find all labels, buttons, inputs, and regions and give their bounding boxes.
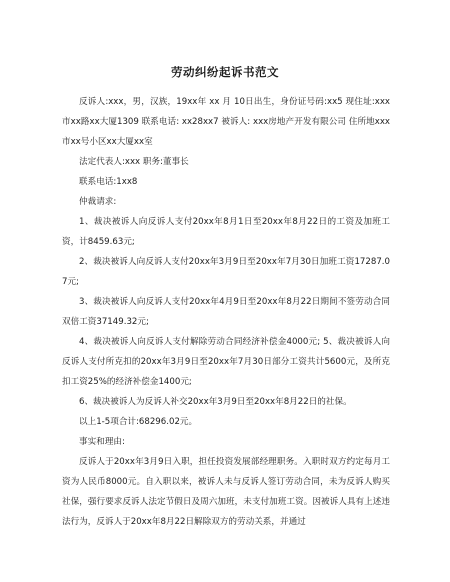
paragraph-claims-total: 以上1-5项合计:68296.02元。	[79, 417, 198, 427]
paragraph-facts-heading: 事实和理由:	[79, 437, 125, 447]
paragraph-claims-heading: 仲裁请求:	[79, 197, 117, 207]
document-body	[62, 92, 390, 532]
paragraph-contact-phone: 联系电话:1xx8	[79, 177, 138, 187]
paragraph-claim-3: 3、裁决被诉人向反诉人支付20xx年4月9日至20xx年8月22日期间不签劳动合同双倍工资37149.32元;	[62, 297, 390, 327]
paragraph-claim-1: 1、裁决被诉人向反诉人支付20xx年8月1日至20xx年8月22日的工资及加班工资，计8459.63元;	[62, 217, 390, 247]
paragraph-legal-representative: 法定代表人:xxx 职务:董事长	[79, 157, 189, 167]
paragraph-claim-4-5: 4、裁决被诉人向反诉人支付解除劳动合同经济补偿金4000元; 5、裁决被诉人向反诉人支付所克扣的20xx年3月9日至20xx年7月30日部分工资共计5600元，及所克扣工资25%的经济补偿金1400元;	[62, 337, 390, 387]
document-title: 劳动纠纷起诉书范文	[171, 65, 279, 79]
paragraph-claim-6: 6、裁决被诉人为反诉人补交20xx年3月9日至20xx年8月22日的社保。	[79, 397, 352, 407]
paragraph-claim-2: 2、裁决被诉人向反诉人支付20xx年3月9日至20xx年7月30日加班工资17287.07元;	[62, 257, 390, 287]
paragraph-plaintiff-info: 反诉人:xxx，男，汉族，19xx年 xx 月 10日出生，身份证号码:xx5 现住址:xxx市xx路xx大厦1309 联系电话: xx28xx7 被诉人: xxx房地产开发有限公司 住所地xxx市xx号小区xx大厦xx室	[62, 97, 390, 147]
paragraph-facts-body: 反诉人于20xx年3月9日入职，担任投资发展部经理职务。入职时双方约定每月工资为人民币8000元。自入职以来，被诉人未与反诉人签订劳动合同，未为反诉人购买社保，强行要求反诉人法定节假日及周六加班，未支付加班工资。因被诉人具有上述违法行为，反诉人于20xx年8月22日解除双方的劳动关系，并通过	[62, 457, 390, 527]
